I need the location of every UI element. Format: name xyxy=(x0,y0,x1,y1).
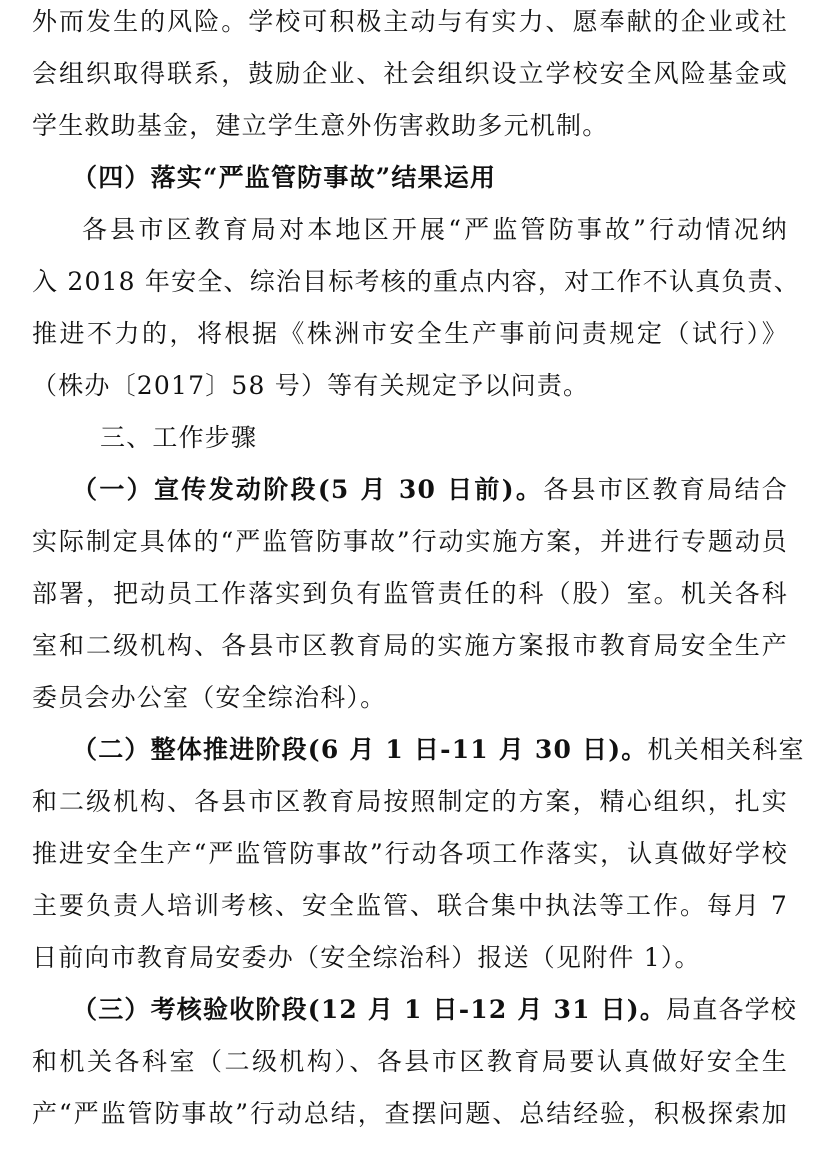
paragraph-line: 主要负责人培训考核、安全监管、联合集中执法等工作。每月 7 xyxy=(32,891,788,920)
paragraph-line: 会组织取得联系，鼓励企业、社会组织设立学校安全风险基金或 xyxy=(32,59,788,88)
paragraph-line: 推进不力的，将根据《株洲市安全生产事前问责规定（试行）》 xyxy=(32,319,788,348)
step-line xyxy=(72,730,805,770)
step-heading: （一）宣传发动阶段(5 月 30 日前)。 xyxy=(72,475,544,504)
step-line xyxy=(72,990,798,1030)
paragraph-line: 推进安全生产“严监管防事故”行动各项工作落实，认真做好学校 xyxy=(32,839,788,868)
step-text: 机关相关科室 xyxy=(647,735,805,764)
paragraph-line: 日前向市教育局安委办（安全综治科）报送（见附件 1）。 xyxy=(32,943,701,972)
paragraph-line: 学生救助基金，建立学生意外伤害救助多元机制。 xyxy=(32,111,609,140)
paragraph-line: 实际制定具体的“严监管防事故”行动实施方案，并进行专题动员 xyxy=(32,527,788,556)
paragraph-line: 室和二级机构、各县市区教育局的实施方案报市教育局安全生产 xyxy=(32,631,788,660)
paragraph-line: 委员会办公室（安全综治科）。 xyxy=(32,683,387,712)
paragraph-line: 部署，把动员工作落实到负有监管责任的科（股）室。机关各科 xyxy=(32,579,788,608)
step-text: 各县市区教育局结合 xyxy=(543,475,788,504)
step-text: 局直各学校 xyxy=(666,995,798,1024)
section-heading: 三、工作步骤 xyxy=(100,423,258,452)
paragraph-line: 各县市区教育局对本地区开展“严监管防事故”行动情况纳 xyxy=(82,215,788,244)
paragraph-line: 和二级机构、各县市区教育局按照制定的方案，精心组织，扎实 xyxy=(32,787,788,816)
paragraph-line: 外而发生的风险。学校可积极主动与有实力、愿奉献的企业或社 xyxy=(32,7,788,36)
step-heading: （三）考核验收阶段(12 月 1 日-12 月 31 日)。 xyxy=(72,995,667,1024)
paragraph-line: 入 2018 年安全、综治目标考核的重点内容，对工作不认真负责、 xyxy=(32,267,800,296)
paragraph-line: 产“严监管防事故”行动总结，查摆问题、总结经验，积极探索加 xyxy=(32,1099,788,1128)
step-line xyxy=(72,470,788,510)
paragraph-line: （株办〔2017〕58 号）等有关规定予以问责。 xyxy=(32,371,590,400)
subsection-heading: （四）落实“严监管防事故”结果运用 xyxy=(72,163,497,192)
paragraph-line: 和机关各科室（二级机构）、各县市区教育局要认真做好安全生 xyxy=(32,1047,788,1076)
step-heading: （二）整体推进阶段(6 月 1 日-11 月 30 日)。 xyxy=(72,735,648,764)
